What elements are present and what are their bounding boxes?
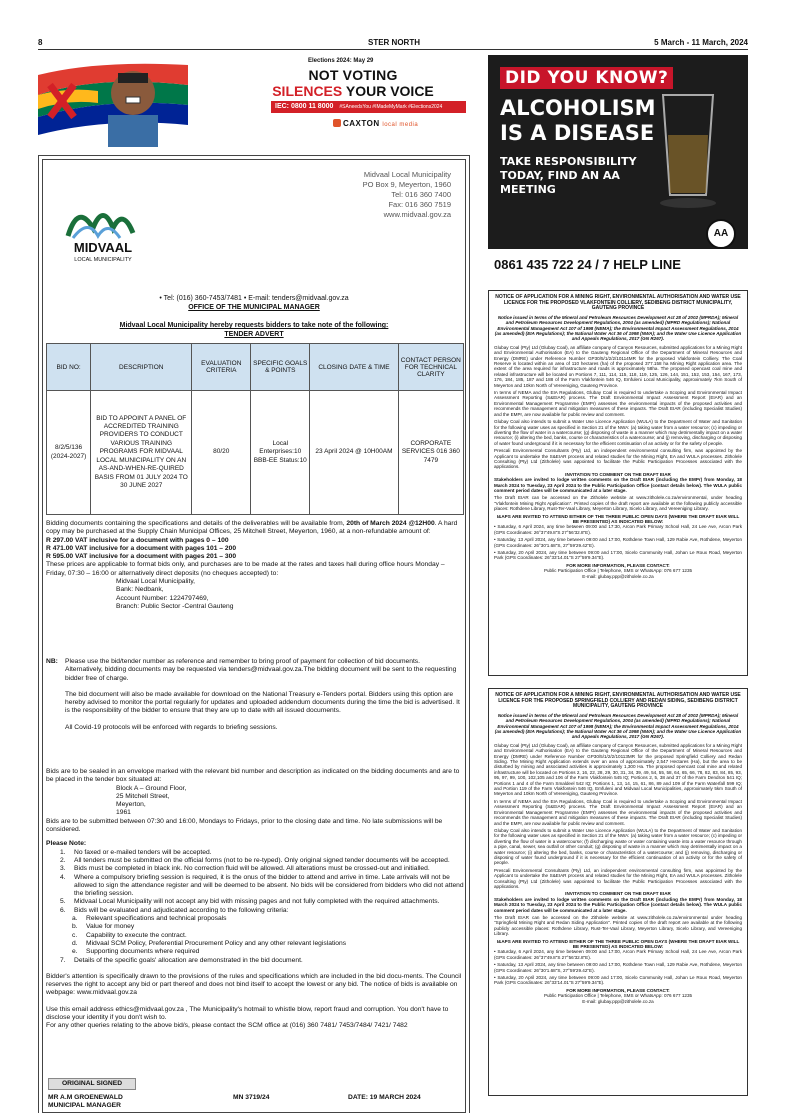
elections-headline-rest: YOUR VOICE — [342, 83, 434, 99]
mining-email: E-mail: glubay.ppp@zitholele.co.za — [582, 998, 654, 1004]
box-line: Block A – Ground Floor, — [116, 784, 187, 792]
elections-hashtags: #SAneedsYou #IMadeMyMark #Elections2024 — [339, 104, 443, 110]
col-contact: CONTACT PERSON FOR TECHNICAL CLARITY — [398, 344, 463, 391]
mining-heading: I&APS ARE INVITED TO ATTEND EITHER OF THE THREE PUBLIC OPEN DAYS (WHERE THE DRAFT EIAR WILL BE PRESENTED) AS INDICATED BELOW: — [496, 938, 740, 950]
bidding-docs-date: 20th of March 2024 @12H00 — [346, 520, 435, 527]
tender-contact: • Tel: (016) 360-7453/7481 • E-mail: tenders@midvaal.gov.za — [159, 295, 349, 302]
criteria-item: c. Capability to execute the contract. — [72, 931, 187, 939]
list-item: 7. Details of the specific goals' allocation are demonstrated in the bid document. — [60, 956, 303, 964]
mining-heading: I&APS ARE INVITED TO ATTEND EITHER OF THE THREE PUBLIC OPEN DAYS (WHERE THE DRAFT EIAR WILL BE PRESENTED) AS INDICATED BELOW: — [496, 513, 740, 524]
col-criteria: EVALUATION CRITERIA — [192, 344, 251, 391]
nb-text-4: All Covid-19 protocols will be enforced with regards to briefing sessions. — [65, 723, 278, 731]
logo-name: MIDVAAL — [73, 240, 133, 255]
list-item: 5. Midvaal Local Municipality will not accept any bid with missing pages and not fully completed with the required attachments. — [60, 898, 440, 906]
bidding-docs-part1: Bidding documents containing the specifications and details of the deliverables will be available from, — [46, 520, 347, 527]
mining-paragraph: The Draft EIAR can be accessed on the Zitholele website at www.zitholele.co.za/environmental under heading "Springfield Mining Right and Redan Siding Application". Printed copies of the draft report are available at the following publicly accessible places: Rothdene Library, Rust-Ter-Vaal Library, Meyerton Library, Sicelo Library, and Vereeniging Library. — [494, 915, 742, 937]
criteria-item: a. Relevant specifications and technical proposals — [72, 915, 227, 923]
price-line: R 595.00 VAT inclusive for a document with pages 201 – 300 — [46, 553, 237, 561]
enquiries-text: For any other queries relating to the above bid/s, please contact the SCM office at (016) 360 7481/ 7453/7484/ 7421/ 7482 — [46, 1022, 408, 1030]
office-heading: OFFICE OF THE MUNICIPAL MANAGER — [188, 304, 320, 311]
aa-helpline-bar — [488, 249, 748, 282]
ethics-text: Use this email address ethics@midvaal.gov.za , The Municipality's hotmail to whistle blow, report fraud and corruption. You don't have to disclose your identity if you don't wish to. — [46, 1005, 449, 1022]
open-day: • Saturday, 6 April 2024, any time between 09:00 and 17:30, Arcon Park Primary School Hall, 24 Lee Ave, Arcon Park (GPS Coordinates: 26°37'49.8"S 27°56'32.8"E). — [494, 524, 742, 535]
col-goals: SPECIFIC GOALS & POINTS — [251, 344, 310, 391]
box-line: 25 Mitchell Street, — [116, 792, 170, 800]
mining-contact: Public Participation Office | Telephone, SMS or WhatsApp: 076 677 1235 — [543, 993, 693, 999]
signatory — [48, 1094, 123, 1111]
box-line: Meyerton, — [116, 801, 146, 809]
criteria-item: b. Value for money — [72, 923, 135, 931]
iec-number: IEC: 0800 11 8000 — [275, 103, 334, 110]
midvaal-logo — [58, 198, 148, 266]
bank-line: Bank: Nedbank, — [116, 586, 164, 594]
manager-name: MR A.M GROENEWALD — [48, 1094, 123, 1101]
nb-label: NB: — [46, 658, 58, 665]
bidding-docs-text — [46, 520, 464, 537]
notes-list — [46, 849, 464, 915]
submit-text: Bids are to be submitted between 07:30 and 16:00, Mondays to Fridays, prior to the closing date and time. No late submissions will be considered. — [46, 817, 443, 834]
mining-paragraph: The Draft EIAR can be accessed on the Zitholele website at www.zitholele.co.za/environmental, under heading "Vlakfontein Mining Right Application". Printed copies of the draft report are available at the following publicly accessible places: Rothdene Library, Rust-Ter-Vaal Library, Meyerton Library, Sicelo Library, and Vereeniging Library. — [494, 495, 742, 512]
elections-tag: Elections 2024: May 29 — [308, 58, 374, 64]
notes-list-cont — [46, 957, 464, 965]
mining-paragraph: Glubay Coal also intends to submit a Water Use Licence Application (WULA) to the Department of Water and Sanitation for the following water uses as specified in Section 21 of the NWA: (a) taking water from a water resource; (c) impeding or diverting the flow of water in a watercourse; (g) disposing of waste in a manner which may detrimentally impact on a water resource; (i) altering the bed, banks, course or characteristics of a watercourse; and (j) removing, discharging or disposing of water found underground if it is necessary for the efficient continuation of an activity or for the safety of people. — [494, 419, 742, 446]
table-row — [47, 391, 464, 515]
mining-title: NOTICE OF APPLICATION FOR A MINING RIGHT, ENVIRONMENTAL AUTHORISATION AND WATER USE LICENCE FOR THE PROPOSED SPRINGFIELD COLLIERY AND REDAN SIDING, SEDIBENG DISTRICT MUNICIPALITY, GAUTENG PROVINCE — [495, 692, 741, 710]
address-line: Tel: 016 360 7400 — [391, 190, 451, 199]
nb-text-2: Alternatively, bidding documents may be requested via tenders@midvaal.gov.za.The bidding document will be sent to the requesting bidder free of charge. — [65, 666, 457, 682]
nb-section — [65, 658, 465, 732]
address-line: Midvaal Local Municipality — [363, 170, 451, 179]
mining-notice-springfield — [488, 688, 748, 1096]
col-closing: CLOSING DATE & TIME — [310, 344, 398, 391]
publication-name: STER NORTH — [368, 38, 420, 47]
list-item: 3. Bids must be completed in black ink. No correction fluid will be allowed. All alterations must be crossed-out and initialled. — [60, 865, 430, 873]
caxton-name: CAXTON — [343, 119, 380, 128]
aa-line-4: TODAY, FIND AN AA — [500, 169, 620, 182]
criteria-item: d. Midvaal SCM Policy, Preferential Procurement Policy and any other relevant legislations — [72, 939, 347, 947]
page-number: 8 — [38, 38, 43, 47]
aa-subtext — [500, 155, 637, 197]
address-line: PO Box 9, Meyerton, 1960 — [362, 180, 451, 189]
list-item: 2. All tenders must be submitted on the official forms (not to be re-typed). Only original signed tender documents will be accepted. — [60, 856, 450, 864]
tender-request — [43, 321, 465, 339]
aa-line-5: MEETING — [500, 183, 556, 196]
mining-heading: FOR MORE INFORMATION, PLEASE CONTACT: — [566, 562, 670, 568]
mining-title: NOTICE OF APPLICATION FOR A MINING RIGHT, ENVIRONMENTAL AUTHORISATION AND WATER USE LICENCE FOR THE PROPOSED VLAKFONTEIN COLLIERY, SEDIBENG DISTRICT MUNICIPALITY, GAUTENG PROVINCE — [495, 294, 741, 312]
caxton-suffix: local media — [382, 122, 419, 128]
mining-heading: FOR MORE INFORMATION, PLEASE CONTACT: — [566, 987, 670, 993]
request-title: TENDER ADVERT — [224, 331, 284, 338]
price-line: R 471.00 VAT inclusive for a document with pages 101 – 200 — [46, 544, 237, 552]
bid-table-header — [47, 344, 464, 391]
criteria-item: e. Supporting documents where required — [72, 948, 200, 956]
tender-inner-frame — [42, 159, 466, 1113]
address-line: Fax: 016 360 7519 — [388, 200, 451, 209]
mining-email: E-mail: glubay.ppp@zitholele.co.za — [582, 573, 654, 579]
box-line: 1961 — [116, 809, 131, 817]
cell-criteria: 80/20 — [192, 391, 251, 515]
list-item: 6. Bids will be evaluated and adjudicated according to the following criteria: — [60, 906, 289, 914]
submission-section — [46, 768, 464, 1031]
tender-notice — [38, 155, 470, 1113]
original-signed-badge: ORIGINAL SIGNED — [48, 1078, 136, 1090]
aa-ad — [488, 55, 748, 282]
notice-number: MN 3719/24 — [233, 1094, 270, 1101]
nb-text-3: The bid document will also be made available for download on the National Treasury e-Tenders portal. Bidders using this option are hereby advised to monitor the portal regularly for updates and uploaded addendum documents during the time the bid is advertised. It is the responsibility of the bidder to ensure that they are up to date with all issued documents. — [65, 690, 460, 715]
list-item: 4. Where a compulsory briefing session is required, it is the onus of the bidder to attend and arrive in time. Late arrivals will not be allowed to sign the attendance register and will be deemed to be absent. No bids will be considered from bidders who did not attend the briefing session. — [60, 873, 464, 898]
notice-date: DATE: 19 MARCH 2024 — [348, 1094, 421, 1101]
open-day: • Saturday, 20 April 2024, any time between 09:00 and 17:00, Sicelo Community Hall, Johan Le Roux Road, Meyerton Park (GPS Coordinates: 26°33'14.01"S 27°59'9.34"E). — [494, 975, 742, 986]
mining-paragraph: Glubay Coal (Pty) Ltd (Glubay Coal), an affiliate company of Canyon Resources, submitted applications for a Mining Right and Environmental Authorisation (EA) to the Gauteng Regional Office of the Department of Mineral Resources and Energy (DMRE) under Reference Number GP30/5/1/2/2/10113MR for the proposed Springfield Colliery and Redan Siding. The Mining Right Application extends over an area of approximately 2,547 Hectares (Ha), but the area to be disturbed by mining and associated activities is approximately 1,300 Ha. The proposed opencast coal mine and related infrastructure will be located on Portions 2, 16, 22, 28, 29, 30, 31, 34, 39, 49, 54, 55, 58, 64, 65, 66, 78, 82, 83, 84, 85, 93, 95, 97, 99, 100, 102,105 and 106 of the Farm Vlakfontein 545 IQ; Portions 2, 5, 38 and 37 of the Farm Dendron 541 IQ; Portions 1 and 4 of the Farm Smaldeel 542 IQ; Portions 1, 13, 14, 15, 61, 86, 89 and 109 of the Farm Waterfall 599 IQ; and Portion 119 of the Farm Vlakfontein 546 IQ, Emfuleni and Midvaal Local Municipalities, approximately 5km South of Meyerton and 10km North of Vereeniging, Gauteng Province. — [494, 742, 742, 797]
open-day: • Saturday, 6 April 2024, any time between 09:00 and 17:00, Arcon Park Primary School Hall, 24 Lee Ave, Arcon Park (GPS Coordinates: 26°37'49.8"S 27°56'32.8"E). — [494, 949, 742, 960]
open-day: • Saturday, 13 April 2024, any time between 09:00 and 17:00, Rothdene Town Hall, 129 Rabie Ave, Rothdene, Meyerton (GPS Coordinates: 26°30'1.68"S, 27°59'29.42"E). — [494, 537, 742, 548]
bank-line: Branch: Public Sector -Central Gauteng — [116, 602, 234, 610]
mining-heading: INVITATION TO COMMENT ON THE DRAFT EIAR — [565, 471, 671, 477]
cell-description: BID TO APPOINT A PANEL OF ACCREDITED TRAINING PROVIDERS TO CONDUCT VARIOUS TRAINING PROGRAMS FOR MIDVAAL LOCAL MUNICIPALITY ON AN AS-AND-WHEN-RE-QUIRED BASIS FROM 01 JULY 2024 TO 30 JUNE 2027 — [91, 391, 192, 515]
mining-paragraph: Prescali Environmental Consultants (Pty) Ltd, an independent environmental consulting firm, was appointed by the Applicant to undertake the S&EIAR process and related studies for the Mining Right, EA and WULA processes. Zitholele Consulting (Pty) Ltd (Zitholele) was appointed to facilitate the Public Participation Processes associated with the applications. — [494, 448, 742, 470]
aa-logo-icon: AA — [706, 219, 736, 249]
glass-graphic — [648, 85, 728, 215]
logo-sub: LOCAL MUNICIPALITY — [74, 257, 132, 263]
issue-date: 5 March - 11 March, 2024 — [654, 38, 748, 47]
caxton-logo — [333, 119, 418, 128]
elections-headline-1: NOT VOTING — [308, 67, 398, 83]
caxton-icon — [333, 119, 341, 127]
nb-text-1: Please use the bid/tender number as reference and remember to bring proof of payment for collection of bid documents. — [65, 658, 421, 665]
sealed-text: Bids are to be sealed in an envelope marked with the relevant bid number and description as indicated on the bidding documents and are to be placed in the tender box situated at: — [46, 768, 460, 784]
aa-helpline: 0861 435 722 24 / 7 HELP LINE — [494, 257, 681, 272]
mining-notice-vlakfontein — [488, 290, 748, 676]
attention-text: Bidder's attention is specifically drawn to the provisions of the rules and specifications which are included in the bid docu-ments. The Council reserves the right to accept any bid or part thereof and does not bind itself to accept the lowest or any bid. The notice of bids is available on webpage: www.midvaal.gov.za — [46, 972, 462, 997]
cell-goals: Local Enterprises:10 BBB-EE Status:10 — [251, 391, 310, 515]
request-line: Midvaal Local Municipality hereby requests bidders to take note of the following: — [119, 322, 389, 329]
col-bid-no: BID NO: — [47, 344, 91, 391]
aa-headline-1: ALCOHOLISM — [500, 96, 656, 120]
sa-flag-graphic — [38, 55, 188, 147]
mining-contact: Public Participation Office | Telephone, SMS or WhatsApp: 076 677 1235 — [543, 568, 693, 574]
aa-question: DID YOU KNOW? — [500, 67, 673, 89]
payment-text: These prices are applicable to format bids only, and purchases are to be made at the rates and taxes hall during office hours Monday – Friday, 07:30 – 16:00 or alternatively direct deposits (no cheques accepted) to: — [46, 561, 445, 577]
header-rule — [38, 49, 748, 50]
manager-title: MUNICIPAL MANAGER — [48, 1102, 121, 1110]
mining-paragraph: Stakeholders are invited to lodge written comments on the Draft EIAR (including the EMPr) from Monday, 18 March 2024 to Tuesday, 23 April 2024 to the Public Participation Office (contact details below). The WULA public comment period dates will be communicated at a later stage. — [494, 896, 742, 913]
cell-closing: 23 April 2024 @ 10H00AM — [310, 391, 398, 515]
iec-bar — [271, 101, 466, 113]
mining-legal-basis: Notice issued in terms of the Mineral and Petroleum Resources Development Act 28 of 2002 (MPRDA); Mineral and Petroleum Resources Development Regulations, 2004 (as amended) (MPRD Regulations); National Environmental Management Act 107 of 1998 (NEMA); the Environmental Impact Assessment Regulations, 2014 (as amended) (EIA Regulations); the National Water Act 36 of 1998 (NWA); and the Water Use Licence Application and Appeals Regulations, 2017 (GN R267). — [494, 314, 742, 342]
aa-headline-2: IS A DISEASE — [500, 121, 655, 145]
elections-headline-2 — [238, 83, 468, 99]
open-day: • Saturday, 13 April 2024, any time between 09:00 and 17:00, Rothdene Town Hall, 129 Rabie Ave, Rothdene, Meyerton (GPS Coordinates: 26°30'1.68"S, 27°59'29.42"E). — [494, 962, 742, 973]
bidding-docs-section — [46, 520, 464, 611]
bidding-docs-part2: . A hard copy may be purchased at the Supply Chain Municipal Offices, 25 Mitchell Street, Meyerton, 1960, at a non-refundable amount of: — [46, 520, 458, 536]
mining-paragraph: In terms of NEMA and the EIA Regulations, Glubay Coal is required to undertake a Scoping and Environmental Impact Assessment Reporting (S&EIAR) process. The Draft Environmental Impact Assessment Report (EIAR) and an Environmental Management Programme (EMPr) assesses the environmental impacts of the proposed activities and recommends the management and mitigation measures of these impacts. The Draft EIAR (including Specialist Studies) and the EMPr, are now available for public review and comment. — [494, 390, 742, 417]
price-line: R 297.00 VAT inclusive for a document with pages 0 – 100 — [46, 536, 229, 544]
mining-paragraph: Prescali Environmental Consultants (Pty) Ltd, an independent environmental consulting firm, was appointed by the Applicant to undertake the S&EIAR process and related studies for the Mining Right, EA and WULA processes. Zitholele Consulting (Pty) Ltd (Zitholele) was appointed to facilitate the Public Participation Processes associated with the applications. — [494, 867, 742, 889]
cell-contact: CORPORATE SERVICES 016 360 7479 — [398, 391, 463, 515]
municipality-address — [301, 170, 451, 220]
aa-line-3: TAKE RESPONSIBILITY — [500, 155, 637, 168]
address-line: www.midvaal.gov.za — [383, 210, 451, 219]
bank-line: Midvaal Local Municipality, — [116, 578, 196, 586]
mining-paragraph: Glubay Coal (Pty) Ltd (Glubay Coal), an affiliate company of Canyon Resources, submitted applications for a Mining Right and Environmental Authorisation (EA) to the Gauteng Regional Office of the Department of Mineral Resources and Energy (DMRE) under Reference Number GP30/5/1/2/2/10114MR for the proposed Vlakfontein Colliery. The Coal Reserve is located within an area of 110 hectares (ha) of the proposed 377.158 ha Mining Right application area. The extent of the area required for infrastructure and roads is approximately 58ha. The proposed opencast coal mine and related infrastructure will be located on Portions 7, 111, 114, 115, 118, 119, 125, 126, 144, 151, 152, 153, 154, 167, 173, 176, 184, 185, 187 and 188 of the Farm Vlakfontein 546 IQ, Emfuleni Local Municipality, approximately 7km South of Meyerton and 10km North of Vereeniging, Gauteng Province. — [494, 344, 742, 388]
mining-heading: INVITATION TO COMMENT ON THE DRAFT EIAR — [565, 891, 671, 897]
list-item: 1. No faxed or e-mailed tenders will be accepted. — [60, 848, 212, 856]
please-note-heading: Please Note: — [46, 840, 87, 848]
bid-table — [46, 343, 464, 515]
bank-line: Account Number: 1224797469, — [116, 594, 209, 602]
elections-ad — [38, 55, 470, 147]
col-description: DESCRIPTION — [91, 344, 192, 391]
cell-bid-no: 8/2/5/136 (2024-2027) — [47, 391, 91, 515]
elections-headline-red: SILENCES — [272, 83, 343, 99]
mining-paragraph: Stakeholders are invited to lodge written comments on the Draft EIAR (including the EMPr) from Monday, 18 March 2024 to Tuesday, 23 April 2024 to the Public Participation Office (contact details below). The WULA public comment period dates will be communicated at a later stage. — [494, 477, 742, 493]
mining-paragraph: In terms of NEMA and the EIA Regulations, Glubay Coal is required to undertake a Scoping and Environmental Impact Assessment Reporting (S&EIAR) process. The Draft Environmental Impact Assessment Report (EIAR) and an Environmental Management Programme (EMPr) assesses the environmental impacts of the proposed activities and recommends the management and mitigation measures of these impacts. The Draft EIAR (including Specialist Studies) and the EMPr, are now available for public review and comment. — [494, 798, 742, 826]
mining-legal-basis: Notice issued in terms of the Mineral and Petroleum Resources Development Act 28 of 2002 (MPRDA); Mineral and Petroleum Resources Development Regulations, 2004 (as amended) (MPRD Regulations); National Environmental Management Act 107 of 1998 (NEMA); the Environmental Impact Assessment Regulations, 2014 (as amended) (EIA Regulations); the National Water Act 36 of 1998 (NWA); and the Water Use Licence Application and Appeals Regulations, 2017 (GN R267). — [494, 712, 742, 740]
open-day: • Saturday, 20 April 2024, any time between 09:00 and 17:00, Sicelo Community Hall, Johan Le Roux Road, Meyerton Park (GPS Coordinates: 26°33'14.01"S 27°59'9.34"E). — [494, 550, 742, 561]
mining-paragraph: Glubay Coal also intends to submit a Water Use Licence Application (WULA) to the Department of Water and Sanitation for the following water uses as specified in Section 21 of the NWA: (a) taking water from a water resource; (c) impeding or diverting the flow of water in a watercourse; (f) discharging waste or water containing waste into a water resource through a pipe, canal, sewer, sea outfall or other conduit; (g) disposing of waste in a manner which may detrimentally impact on a water resource; (i) altering the bed, banks, course or characteristics of a watercourse; and (j) removing, discharging or disposing of water found underground if it is necessary for the efficient continuation of an activity or for the safety of people. — [494, 827, 742, 866]
